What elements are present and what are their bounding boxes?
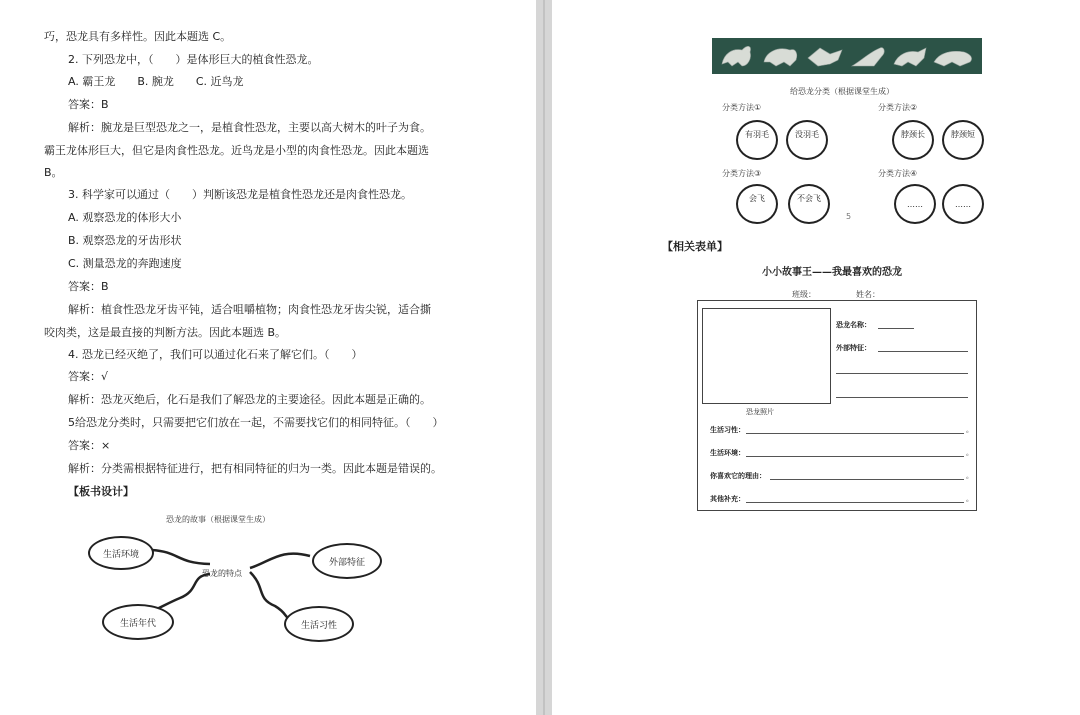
mindmap-node-environment: 生活环境 (88, 536, 154, 570)
other-label: 其他补充： (710, 495, 745, 503)
text-line: 巧，恐龙具有多样性。因此本题选 C。 (44, 30, 232, 43)
classify-circle-etc-1: …… (894, 184, 936, 224)
row-end-mark: 。 (966, 449, 973, 457)
classify-title: 给恐龙分类（根据课堂生成） (790, 87, 894, 96)
environment-label: 生活环境： (710, 449, 745, 457)
gutter-divider (543, 0, 545, 715)
dinosaur-name-input[interactable] (878, 328, 914, 329)
classify-method-1-label: 分类方法① (722, 103, 762, 112)
classify-circle-cannot-fly: 不会飞 (788, 184, 830, 224)
reason-input[interactable] (770, 479, 964, 480)
classify-circle-can-fly: 会飞 (736, 184, 778, 224)
explanation-2-end: B。 (44, 166, 63, 179)
question-3: 3. 科学家可以通过（ ）判断该恐龙是植食性恐龙还是肉食性恐龙。 (68, 188, 412, 201)
row-end-mark: 。 (966, 472, 973, 480)
classify-method-2-label: 分类方法② (878, 103, 918, 112)
mindmap (80, 508, 380, 643)
option-c: C. 测量恐龙的奔跑速度 (68, 257, 182, 270)
mindmap-node-habits: 生活习性 (284, 606, 354, 642)
explanation-2-cont: 霸王龙体形巨大，但它是肉食性恐龙。近鸟龙是小型的肉食性恐龙。因此本题选 (44, 144, 429, 157)
mindmap-node-features: 外部特征 (312, 543, 382, 579)
explanation-3: 解析：植食性恐龙牙齿平钝，适合咀嚼植物；肉食性恐龙牙齿尖锐，适合撕 (68, 303, 431, 316)
mindmap-title: 恐龙的故事（根据课堂生成） (166, 515, 270, 524)
classify-circle-etc-2: …… (942, 184, 984, 224)
environment-input[interactable] (746, 456, 964, 457)
explanation-3-cont: 咬肉类，这是最直接的判断方法。因此本题选 B。 (44, 326, 287, 339)
row-end-mark: 。 (966, 495, 973, 503)
classify-method-4-label: 分类方法④ (878, 169, 918, 178)
external-features-input-3[interactable] (836, 397, 968, 398)
document-page-right (552, 0, 1080, 715)
question-5: 5给恐龙分类时，只需要把它们放在一起，不需要找它们的相同特征。（ ） (68, 416, 444, 429)
document-page-left (0, 0, 536, 715)
dinosaur-banner-image (712, 38, 982, 74)
page-number: 5 (846, 212, 852, 221)
classify-method-3-label: 分类方法③ (722, 169, 762, 178)
reason-label: 你喜欢它的理由： (710, 472, 766, 480)
mindmap-node-era: 生活年代 (102, 604, 174, 640)
external-features-input[interactable] (878, 351, 968, 352)
classify-circle-feathers: 有羽毛 (736, 120, 778, 160)
question-2: 2. 下列恐龙中，（ ）是体形巨大的植食性恐龙。 (68, 53, 319, 66)
option-a: A. 观察恐龙的体形大小 (68, 211, 182, 224)
option-b: B. 观察恐龙的牙齿形状 (68, 234, 182, 247)
dinosaur-photo-box[interactable] (702, 308, 831, 404)
photo-caption: 恐龙照片 (746, 408, 774, 416)
habits-label: 生活习性： (710, 426, 745, 434)
explanation-2: 解析：腕龙是巨型恐龙之一，是植食性恐龙，主要以高大树木的叶子为食。 (68, 121, 431, 134)
external-features-input-2[interactable] (836, 373, 968, 374)
other-input[interactable] (746, 502, 964, 503)
answer-5: 答案：× (68, 439, 111, 452)
question-2-options: A. 霸王龙 B. 腕龙 C. 近鸟龙 (68, 75, 244, 88)
answer-4: 答案：√ (68, 370, 109, 383)
class-label: 班级： (792, 290, 816, 299)
answer-3: 答案：B (68, 280, 109, 293)
board-design-heading: 【板书设计】 (68, 485, 134, 498)
row-end-mark: 。 (966, 426, 973, 434)
external-features-label: 外部特征： (836, 344, 871, 352)
classify-circle-long-neck: 脖颈长 (892, 120, 934, 160)
favorite-dinosaur-form (697, 300, 977, 511)
student-name-label: 姓名： (856, 290, 880, 299)
mindmap-center: 恐龙的特点 (202, 569, 242, 578)
explanation-5: 解析：分类需根据特征进行，把有相同特征的归为一类。因此本题是错误的。 (68, 462, 442, 475)
question-4: 4. 恐龙已经灭绝了，我们可以通过化石来了解它们。（ ） (68, 348, 363, 361)
form-title: 小小故事王——我最喜欢的恐龙 (762, 267, 902, 278)
explanation-4: 解析：恐龙灭绝后，化石是我们了解恐龙的主要途径。因此本题是正确的。 (68, 393, 431, 406)
answer-2: 答案：B (68, 98, 109, 111)
classify-circle-no-feathers: 没羽毛 (786, 120, 828, 160)
related-form-heading: 【相关表单】 (662, 240, 728, 253)
habits-input[interactable] (746, 433, 964, 434)
dinosaur-silhouettes (712, 38, 982, 74)
dinosaur-name-label: 恐龙名称： (836, 321, 871, 329)
classify-circle-short-neck: 脖颈短 (942, 120, 984, 160)
